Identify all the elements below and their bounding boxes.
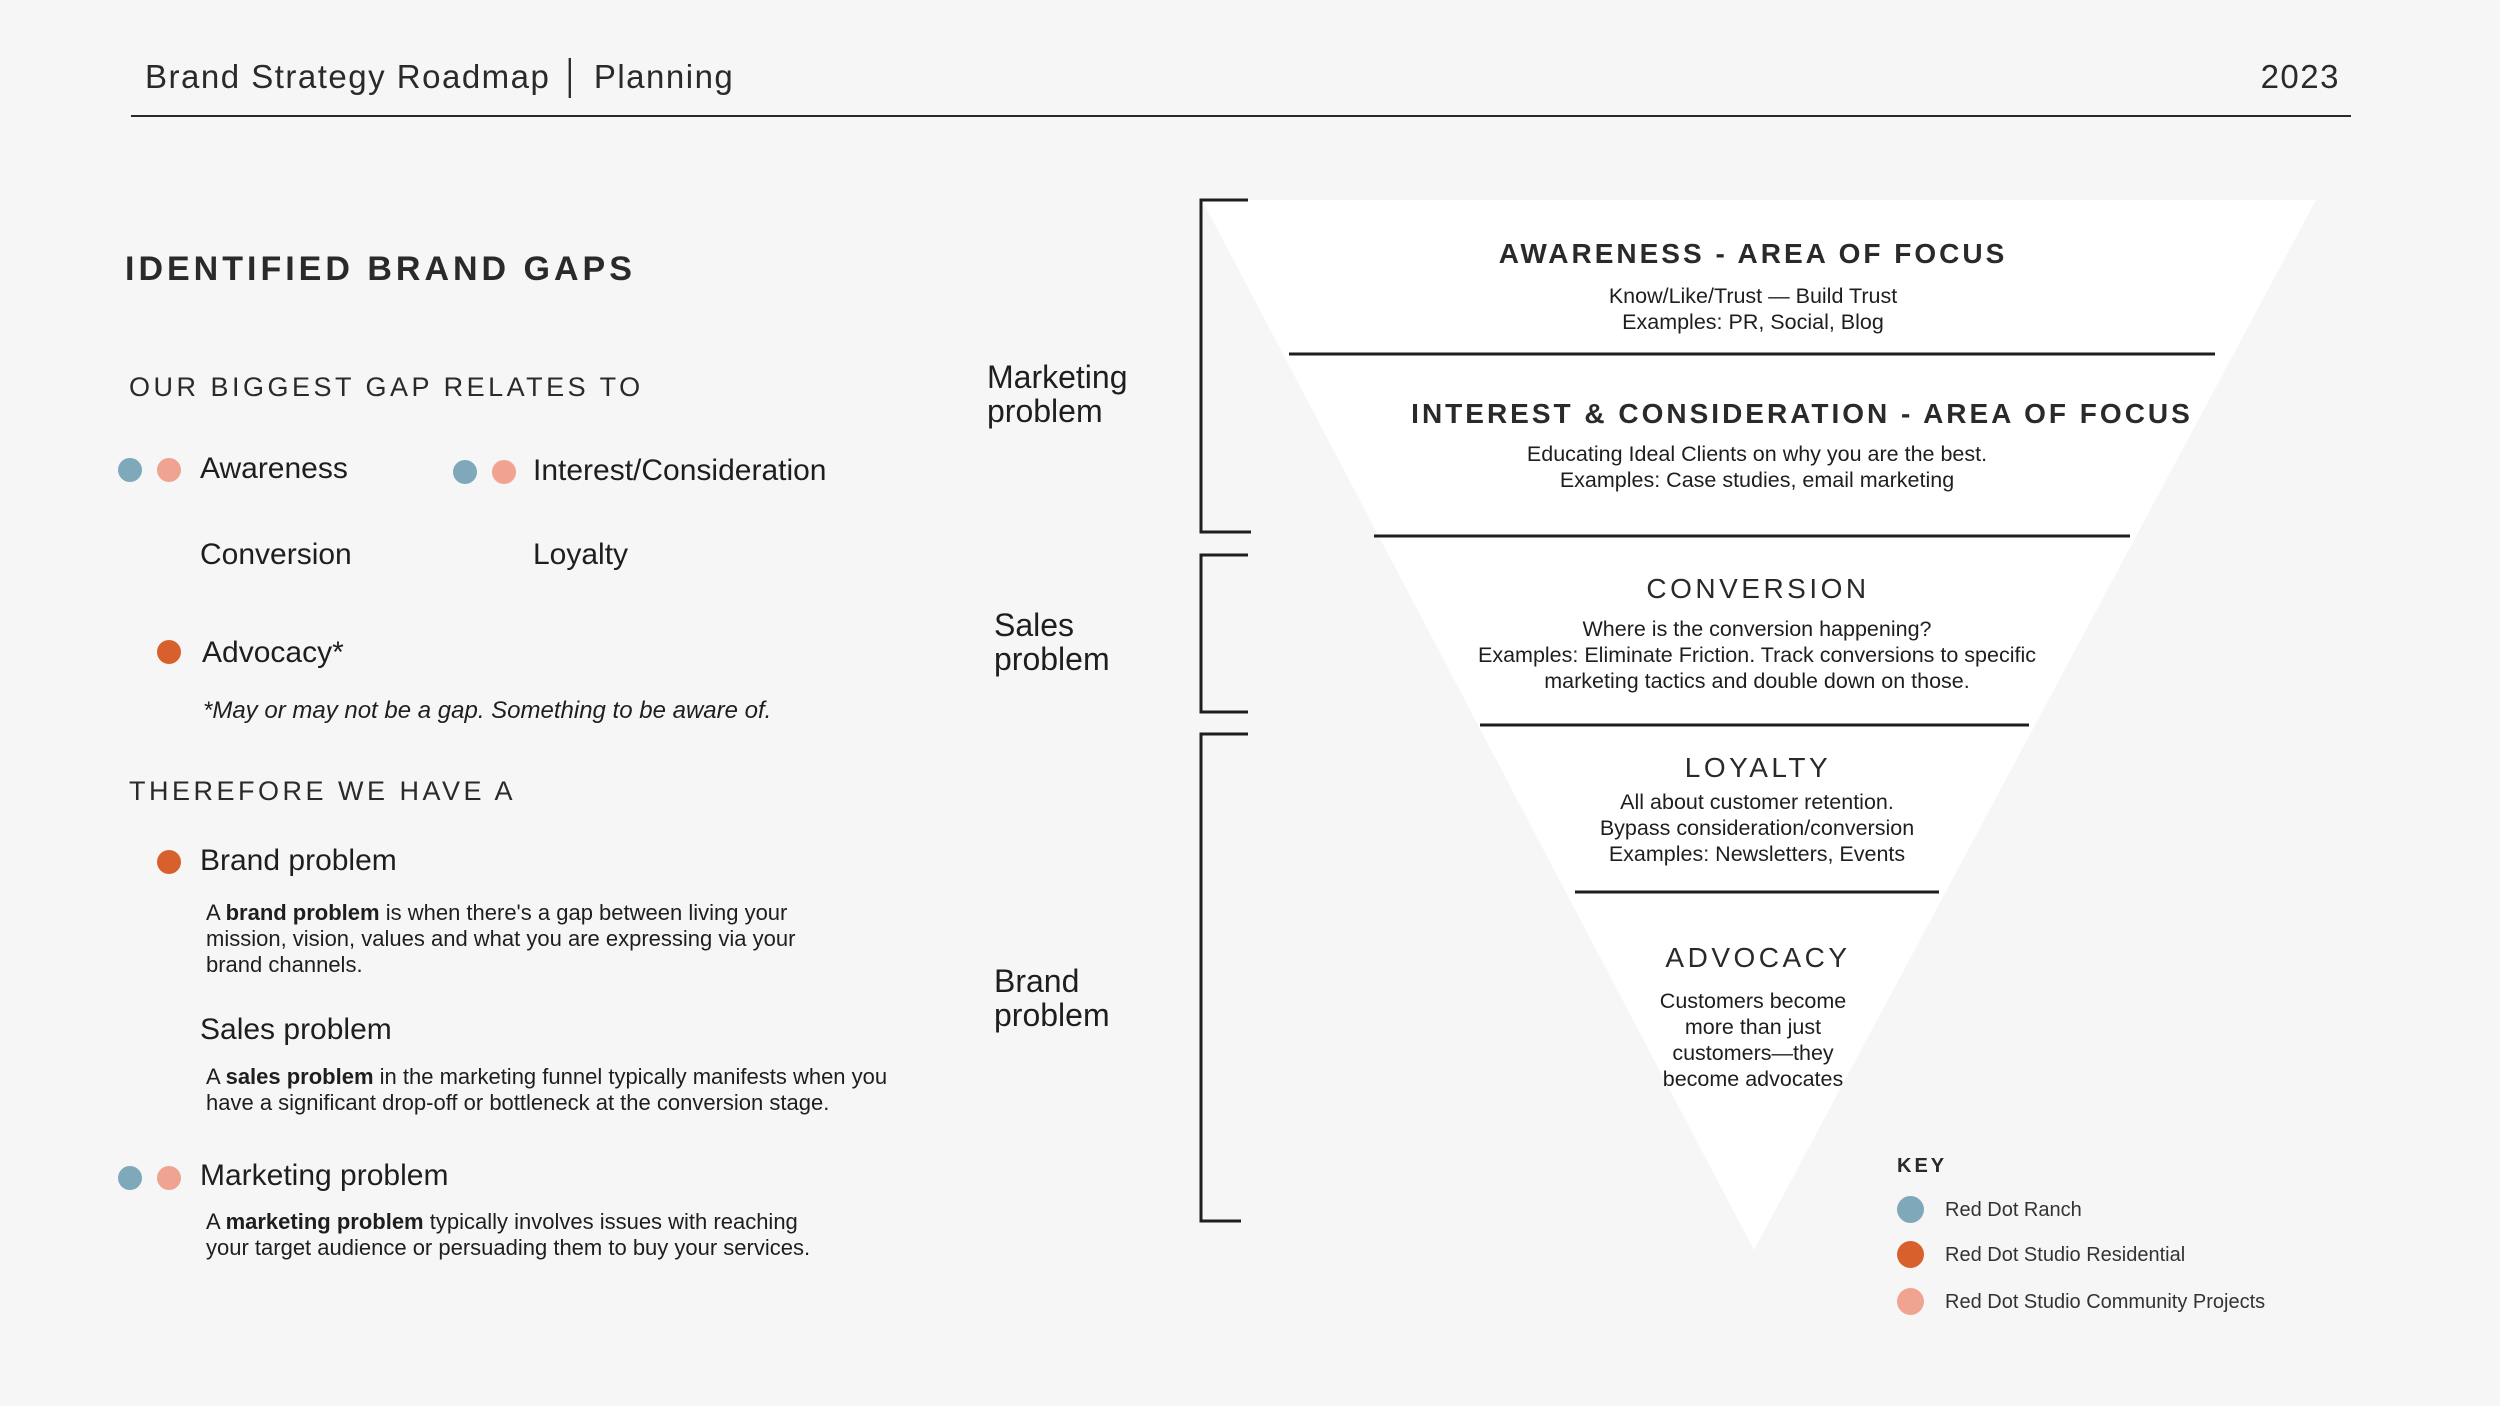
brackets (1201, 200, 1251, 1221)
gap-interest: Interest/Consideration (533, 454, 827, 487)
advocacy-title: ADVOCACY (1665, 942, 1851, 973)
gap-loyalty: Loyalty (533, 538, 629, 571)
key-label-ranch: Red Dot Ranch (1945, 1199, 2082, 1221)
interest-text: Educating Ideal Clients on why you are the best. Examples: Case studies, email marketing (1526, 442, 1988, 492)
gap-awareness: Awareness (200, 452, 348, 485)
gap-advocacy: Advocacy* (202, 636, 344, 669)
gap-caption: OUR BIGGEST GAP RELATES TO (129, 372, 644, 402)
conversion-text: Where is the conversion happening? Examples: Eliminate Friction. Track conversions to specific marketing tactics and double down on those. (1477, 617, 2036, 693)
community-key-dot-icon (1897, 1288, 1924, 1315)
ranch-key-dot-icon (1897, 1196, 1924, 1223)
marketing-problem-label: Marketing problem (987, 359, 1128, 429)
loyalty-text: All about customer retention. Bypass consideration/conversion Examples: Newsletters, Events (1599, 790, 1915, 866)
key-label-residential: Red Dot Studio Residential (1945, 1244, 2186, 1266)
sales-problem-description: A sales problem in the marketing funnel typically manifests when you have a significant drop-off or bottleneck at the conversion stage. (206, 1064, 888, 1115)
loyalty-title: LOYALTY (1684, 752, 1832, 783)
sales-problem-title: Sales problem (200, 1013, 392, 1046)
year-label: 2023 (2260, 58, 2340, 95)
brand-problem-label: Brand problem (994, 963, 1110, 1033)
gap-conversion: Conversion (200, 538, 352, 571)
awareness-text: Know/Like/Trust — Build Trust Examples: PR, Social, Blog (1608, 284, 1898, 334)
awareness-title: AWARENESS - AREA OF FOCUS (1498, 238, 2008, 269)
therefore-caption: THEREFORE WE HAVE A (129, 776, 517, 806)
brand-problem-title: Brand problem (200, 844, 397, 877)
interest-title: INTEREST & CONSIDERATION - AREA OF FOCUS (1411, 398, 2193, 429)
marketing-problem-description: A marketing problem typically involves issues with reaching your target audience or persuading them to buy your services. (206, 1209, 811, 1260)
brand-problem-description: A brand problem is when there's a gap between living your mission, vision, values and what you are expressing via your brand channels. (206, 900, 796, 977)
sales-bracket (1201, 555, 1248, 712)
marketing-problem-title: Marketing problem (200, 1159, 449, 1192)
key-label-community: Red Dot Studio Community Projects (1945, 1291, 2266, 1313)
section-heading: IDENTIFIED BRAND GAPS (125, 250, 636, 288)
advocacy-note: *May or may not be a gap. Something to be aware of. (203, 697, 772, 724)
residential-key-dot-icon (1897, 1241, 1924, 1268)
page-title: Brand Strategy Roadmap │ Planning (145, 58, 735, 95)
sales-problem-label: Sales problem (994, 607, 1110, 677)
conversion-title: CONVERSION (1646, 573, 1870, 604)
brand-bracket (1201, 734, 1248, 1221)
advocacy-text: Customers become more than just customers—they become advocates (1659, 989, 1847, 1091)
key-title: KEY (1897, 1155, 1948, 1177)
